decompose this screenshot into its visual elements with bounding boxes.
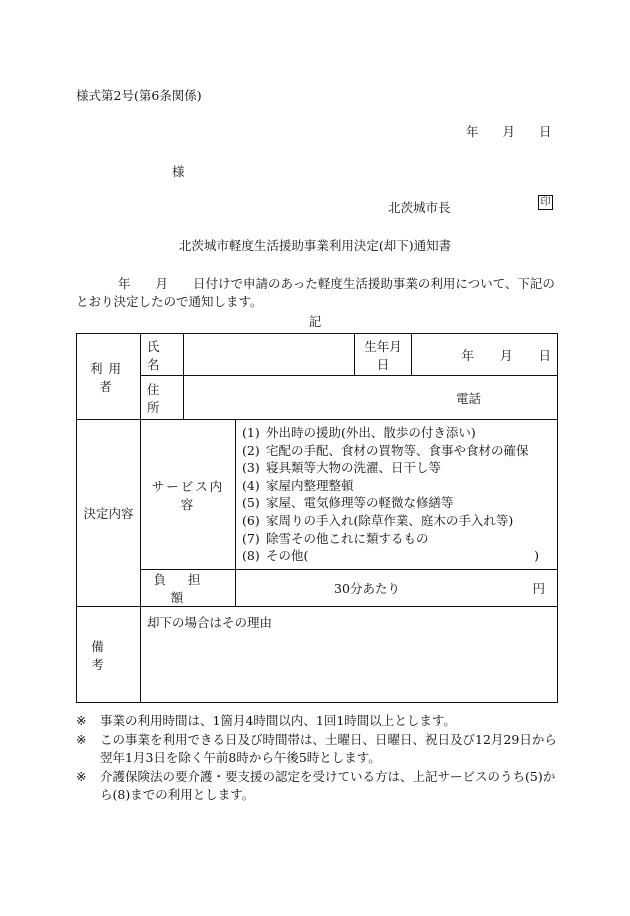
address-phone-field[interactable]: [184, 376, 558, 420]
name-label: 氏名: [141, 334, 184, 376]
document-title: 北茨城市軽度生活援助事業利用決定(却下)通知書: [178, 238, 452, 253]
addressee-honorific: 様: [172, 164, 185, 179]
notice-form-table: [76, 333, 558, 703]
intro-line-1: 年 月 日付けで申請のあった軽度生活援助事業の利用について、下記の: [118, 276, 555, 291]
service-item: (2) 宅配の手配、食材の買物等、食事や食材の確保: [242, 442, 529, 458]
note-item: ※ 事業の利用時間は、1箇月4時間以内、1回1時間以上とします。: [76, 713, 456, 728]
burden-value-cell[interactable]: [236, 570, 558, 607]
burden-label: 負担額: [141, 570, 236, 607]
decision-label: 決定内容: [77, 420, 141, 607]
form-number: 様式第2号(第6条関係): [76, 88, 202, 103]
note-item: ※ 介護保険法の要介護・要支援の認定を受けている方は、上記サービスのうち(5)から(8)までの利用とします。: [76, 768, 556, 802]
service-list: [242, 420, 551, 565]
service-item: (4) 家屋内整理整頓: [242, 477, 354, 493]
remarks-label: 備考: [77, 607, 141, 703]
service-item: (3) 寝具類等大物の洗濯、日干し等: [242, 460, 442, 476]
remarks-text: 却下の場合はその理由: [147, 615, 273, 630]
issuer-name: 北茨城市長: [388, 200, 451, 215]
birth-date-label: 生年月日: [355, 334, 412, 376]
burden-unit: 円: [532, 581, 545, 596]
issue-date-line: 年 月 日: [466, 124, 552, 139]
service-item: (1) 外出時の援助(外出、散歩の付き添い): [242, 425, 476, 440]
service-item-other[interactable]: (8) その他( ): [242, 548, 539, 564]
note-item: ※ この事業を利用できる日及び時間帯は、土曜日、日曜日、祝日及び12月29日から翌年1月3日を除く午前8時から午後5時とします。: [76, 731, 557, 765]
service-item: (6) 家周りの手入れ(除草作業、庭木の手入れ等): [242, 512, 514, 528]
notes-section: [76, 712, 566, 805]
name-value[interactable]: [184, 334, 355, 376]
service-item: (5) 家屋、電気修理等の軽微な修繕等: [242, 495, 454, 511]
user-label: 利用者: [77, 334, 141, 420]
address-label: 住所: [141, 376, 184, 420]
service-list-cell: [236, 420, 558, 570]
service-item: (7) 除雪その他これに類するもの: [242, 530, 429, 546]
remarks-field[interactable]: [141, 607, 558, 703]
phone-label: 電話: [456, 390, 482, 406]
intro-line-2: とおり決定したので通知します。: [76, 294, 263, 309]
service-content-label: サービス内容: [141, 420, 236, 570]
birth-date-value[interactable]: 年 月 日: [412, 334, 558, 376]
burden-value: 30分あたり: [334, 581, 400, 596]
seal-mark: 印: [538, 195, 553, 210]
ki-label: 記: [308, 314, 322, 329]
